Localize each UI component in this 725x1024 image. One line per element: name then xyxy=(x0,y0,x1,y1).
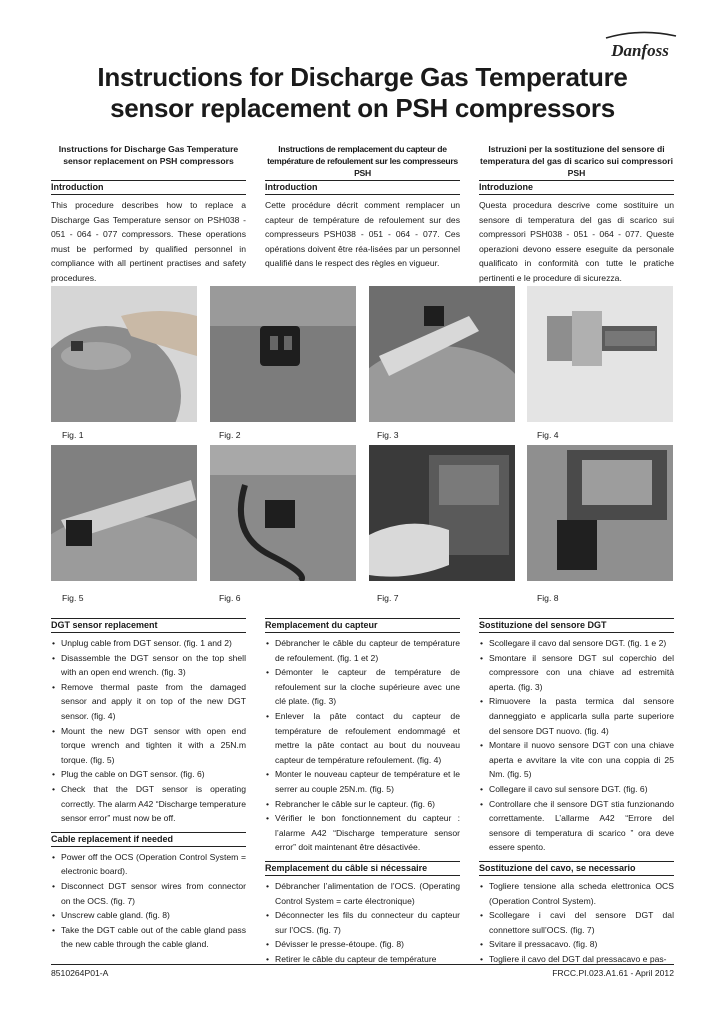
step-item: • Controllare che il sensore DGT stia funzionando correttamente. L’allarme A42 “Errore del sensore di temperatura di scarico ” ora deve essere spento. xyxy=(479,797,674,855)
footer-doc-code: 8510264P01-A xyxy=(51,968,109,978)
step-item: • Collegare il cavo sul sensore DGT. (fig. 6) xyxy=(479,782,674,797)
step-item: • Unplug cable from DGT sensor. (fig. 1 and 2) xyxy=(51,636,246,651)
step-item: • Vérifier le bon fonctionnement du capteur : l’alarme A42 “Discharge temperature sensor error” doit maintenant être désactivée. xyxy=(265,811,460,855)
section-title: Sostituzione del sensore DGT xyxy=(479,618,674,633)
procedure-fr xyxy=(265,618,460,972)
section-cable-replacement xyxy=(265,861,460,967)
step-item: • Débrancher le câble du capteur de température de refoulement. (fig. 1 et 2) xyxy=(265,636,460,665)
column-heading-fr: Instructions de remplacement du capteur de température de refoulement sur les compresseurs PSH xyxy=(267,144,458,178)
footer-divider xyxy=(51,964,674,965)
intro-title: Introduction xyxy=(51,180,246,195)
step-item: • Monter le nouveau capteur de température et le serrer au couple 25N.m. (fig. 5) xyxy=(265,767,460,796)
svg-text:Danfoss: Danfoss xyxy=(611,41,669,60)
section-cable-replacement xyxy=(479,861,674,967)
step-item: • Enlever la pâte contact du capteur de température de refoulement endommagé et mettre la pâte contact au bout du nouveau capteur de température refoulement. (fig. 4) xyxy=(265,709,460,767)
step-item: • Take the DGT cable out of the cable gland pass the new cable through the cable gland. xyxy=(51,923,246,952)
figure-1-label: Fig. 1 xyxy=(62,430,84,440)
step-item: • Plug the cable on DGT sensor. (fig. 6) xyxy=(51,767,246,782)
step-item: • Power off the OCS (Operation Control System = electronic board). xyxy=(51,850,246,879)
step-item: • Mount the new DGT sensor with open end torque wrench and tighten it with a 25N.m torque. (fig. 5) xyxy=(51,724,246,768)
procedure-en xyxy=(51,618,246,958)
step-item: • Déconnecter les fils du connecteur du capteur sur l’OCS. (fig. 7) xyxy=(265,908,460,937)
intro-it xyxy=(479,180,674,286)
figure-5-label: Fig. 5 xyxy=(62,593,84,603)
figure-6-photo xyxy=(210,445,356,581)
step-item: • Démonter le capteur de température de refoulement sur la cloche supérieure avec une clé plate. (fig. 3) xyxy=(265,665,460,709)
step-item: • Disconnect DGT sensor wires from connector on the OCS. (fig. 7) xyxy=(51,879,246,908)
section-sensor-replacement xyxy=(479,618,674,855)
intro-title: Introduction xyxy=(265,180,460,195)
step-item: • Unscrew cable gland. (fig. 8) xyxy=(51,908,246,923)
title-line-2: sensor replacement on PSH compressors xyxy=(110,93,615,123)
step-item: • Montare il nuovo sensore DGT con una chiave aperta e avvitare la vite con una coppia di 25 Nm. (fig. 5) xyxy=(479,738,674,782)
figure-8-photo xyxy=(527,445,673,581)
intro-fr xyxy=(265,180,460,271)
figure-3-label: Fig. 3 xyxy=(377,430,399,440)
step-item: • Débrancher l’alimentation de l’OCS. (Operating Control System = carte électronique) xyxy=(265,879,460,908)
step-item: • Smontare il sensore DGT sul coperchio del compressore con una chiave ad estremità aperta. (fig. 3) xyxy=(479,651,674,695)
step-list xyxy=(51,850,246,952)
section-title: DGT sensor replacement xyxy=(51,618,246,633)
figure-7-photo xyxy=(369,445,515,581)
step-item: • Scollegare il cavo dal sensore DGT. (fig. 1 e 2) xyxy=(479,636,674,651)
step-item: • Disassemble the DGT sensor on the top shell with an open end wrench. (fig. 3) xyxy=(51,651,246,680)
step-list xyxy=(265,636,460,855)
step-list xyxy=(265,879,460,967)
step-item: • Svitare il pressacavo. (fig. 8) xyxy=(479,937,674,952)
figure-4-photo xyxy=(527,286,673,422)
step-item: • Dévisser le presse-étoupe. (fig. 8) xyxy=(265,937,460,952)
step-list xyxy=(479,636,674,855)
step-item: • Rebrancher le câble sur le capteur. (fig. 6) xyxy=(265,797,460,812)
column-heading-it: Istruzioni per la sostituzione del sensore di temperatura del gas di scarico sui compressori PSH xyxy=(480,144,673,178)
step-item: • Togliere il cavo del DGT dal pressacavo e pas- xyxy=(479,952,674,967)
intro-title: Introduzione xyxy=(479,180,674,195)
section-title: Sostituzione del cavo, se necessario xyxy=(479,861,674,876)
section-sensor-replacement xyxy=(265,618,460,855)
footer-reference: FRCC.PI.023.A1.61 - April 2012 xyxy=(552,968,674,978)
column-heading-en: Instructions for Discharge Gas Temperature sensor replacement on PSH compressors xyxy=(58,144,239,166)
step-list xyxy=(479,879,674,967)
step-item: • Retirer le câble du capteur de température xyxy=(265,952,460,967)
step-item: • Check that the DGT sensor is operating correctly. The alarm A42 “Discharge temperature sensor error” must now be off. xyxy=(51,782,246,826)
figure-1-photo xyxy=(51,286,197,422)
figure-7-label: Fig. 7 xyxy=(377,593,399,603)
figure-8-label: Fig. 8 xyxy=(537,593,559,603)
figure-6-label: Fig. 6 xyxy=(219,593,241,603)
figure-5-photo xyxy=(51,445,197,581)
section-sensor-replacement xyxy=(51,618,246,826)
section-title: Remplacement du câble si nécessaire xyxy=(265,861,460,876)
procedure-it xyxy=(479,618,674,972)
figure-3-photo xyxy=(369,286,515,422)
step-item: • Togliere tensione alla scheda elettronica OCS (Operation Control System). xyxy=(479,879,674,908)
step-item: • Remove thermal paste from the damaged sensor and apply it on top of the new DGT sensor. (fig. 4) xyxy=(51,680,246,724)
intro-en xyxy=(51,180,246,286)
intro-text: Questa procedura descrive come sostituire un sensore di temperatura del gas di scarico sui compressori PSH038 - 051 - 064 - 077. Queste operazioni devono essere eseguite da personale qualificato in conformità con tutte le pratiche pertinenti e le procedure di sicurezza. xyxy=(479,200,674,283)
intro-text: This procedure describes how to replace a Discharge Gas Temperature sensor on PSH038 - 051 - 064 - 077 compressors. These operations must be performed by qualified personnel in compliance with all pertinent practises and safety procedures. xyxy=(51,200,246,283)
step-item: • Scollegare i cavi del sensore DGT dal connettore sull’OCS. (fig. 7) xyxy=(479,908,674,937)
title-line-1: Instructions for Discharge Gas Temperature xyxy=(97,62,628,92)
section-cable-replacement xyxy=(51,832,246,952)
figure-4-label: Fig. 4 xyxy=(537,430,559,440)
danfoss-logo xyxy=(600,30,680,62)
figure-2-photo xyxy=(210,286,356,422)
page-title xyxy=(40,62,685,124)
step-item: • Rimuovere la pasta termica dal sensore danneggiato e applicarla sulla parte superiore del sensore DGT nuovo. (fig. 4) xyxy=(479,694,674,738)
intro-text: Cette procédure décrit comment remplacer un capteur de température de refoulement sur des compresseurs PSH038 - 051 - 064 - 077. Ces opérations doivent être réa-lisées par un personnel qualifié dans le respect des règles en vigueur. xyxy=(265,200,460,269)
section-title: Remplacement du capteur xyxy=(265,618,460,633)
figure-2-label: Fig. 2 xyxy=(219,430,241,440)
step-list xyxy=(51,636,246,826)
section-title: Cable replacement if needed xyxy=(51,832,246,847)
